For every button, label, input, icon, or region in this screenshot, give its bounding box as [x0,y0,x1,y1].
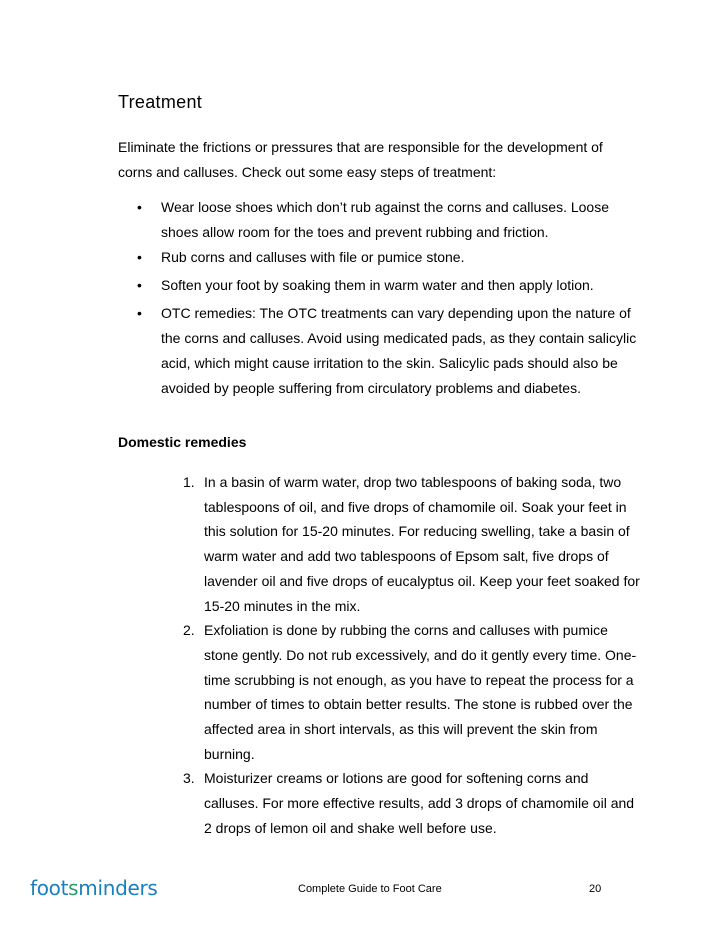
treatment-list [118,195,648,401]
page-number: 20 [589,883,602,895]
list-item [183,766,643,840]
list-item-text: Moisturizer creams or lotions are good for softening corns and calluses. For more effective results, add 3 drops of chamomile oil and 2 drops of lemon oil and shake well before use. [204,770,635,836]
list-item-text: Exfoliation is done by rubbing the corns and calluses with pumice stone gently. Do not rub excessively, and do it gently every time. One-time scrubbing is not enough, as you have to repeat the process for a number of times to obtain better results. The stone is rubbed over the affected area in short intervals, as this will prevent the skin from burning. [204,622,637,762]
list-item [118,301,648,401]
list-item [183,470,643,618]
intro-paragraph: Eliminate the frictions or pressures that are responsible for the development of corns and calluses. Check out some easy steps of treatment: [118,139,603,180]
logo-figure-icon: s [68,876,79,900]
bullet-icon: • [137,199,142,215]
bullet-icon: • [137,249,142,265]
list-number: 3. [183,770,195,787]
bullet-icon: • [137,305,142,321]
logo-text: minders [78,876,158,900]
list-item [118,273,648,298]
domestic-remedies-heading: Domestic remedies [118,434,247,450]
footsminders-logo [30,876,158,906]
list-number: 1. [183,474,195,490]
remedies-list [183,470,643,841]
list-item-text: OTC remedies: The OTC treatments can vary depending upon the nature of the corns and calluses. Avoid using medicated pads, as they contain salicylic acid, which might cause irritation to the skin. Salicylic pads should also be avoided by people suffering from circulatory problems and diabetes. [161,305,637,396]
list-item-text: In a basin of warm water, drop two tablespoons of baking soda, two tablespoons of oil, and five drops of chamomile oil. Soak your feet in this solution for 15-20 minutes. For reducing swelling, take a basin of warm water and add two tablespoons of Epsom salt, five drops of lavender oil and five drops of eucalyptus oil. Keep your feet soaked for 15-20 minutes in the mix. [204,474,640,614]
section-heading: Treatment [118,92,203,112]
bullet-icon: • [137,277,142,293]
list-item-text: Wear loose shoes which don’t rub against the corns and calluses. Loose shoes allow room for the toes and prevent rubbing and friction. [161,199,610,240]
list-item [183,618,643,766]
list-item [118,195,648,245]
list-number: 2. [183,622,195,639]
list-item-text: Soften your foot by soaking them in warm water and then apply lotion. [161,277,594,293]
list-item [118,245,648,270]
footer-title: Complete Guide to Foot Care [298,883,442,895]
list-item-text: Rub corns and calluses with file or pumice stone. [161,249,465,265]
logo-text: foot [30,876,69,900]
